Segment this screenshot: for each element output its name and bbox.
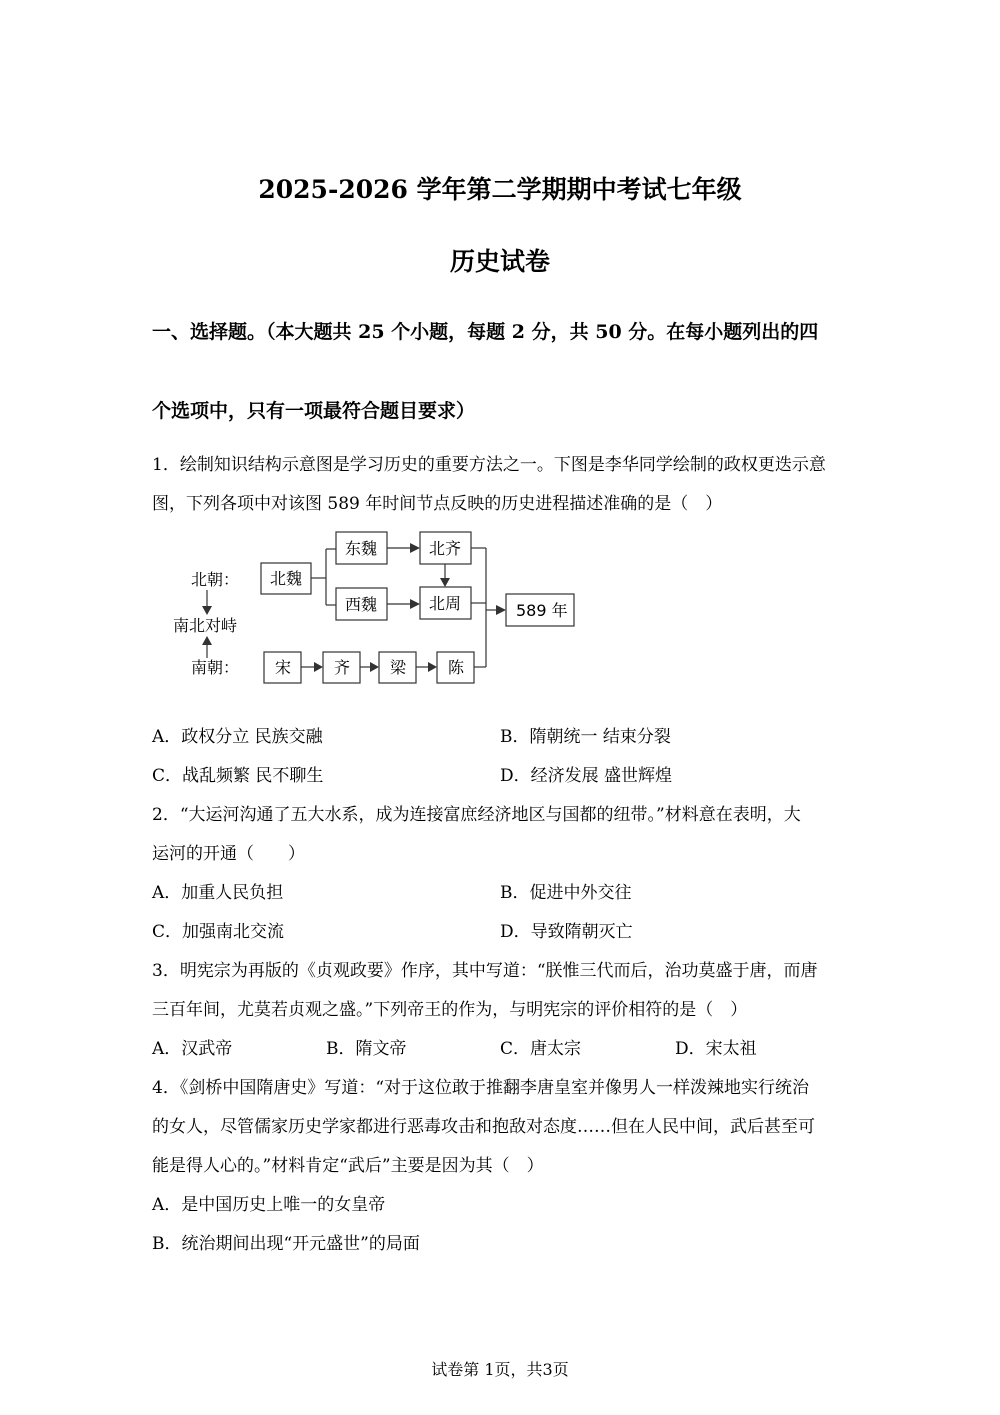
question-4-line3: 能是得人心的。”材料肯定“武后”主要是因为其（ ） <box>152 1156 544 1176</box>
question-3-option-c[interactable]: C．唐太宗 <box>500 1039 582 1059</box>
regime-succession-diagram <box>170 526 590 691</box>
question-2-line2: 运河的开通（ ） <box>152 844 305 864</box>
section-heading-line1: 一、选择题。（本大题共 25 个小题，每题 2 分，共 50 分。在每小题列出的四 <box>152 321 819 343</box>
question-4-option-b[interactable]: B．统治期间出现“开元盛世”的局面 <box>152 1234 420 1254</box>
song-text: 宋 <box>275 658 292 677</box>
question-1-option-d[interactable]: D．经济发展 盛世辉煌 <box>500 766 673 786</box>
south-dynasties-label: 南朝： <box>191 658 240 677</box>
exam-title-line1: 2025-2026 学年第二学期期中考试七年级 <box>258 175 742 204</box>
question-4-line1: 4．《剑桥中国隋唐史》写道：“对于这位敢于推翻李唐皇室并像男人一样泼辣地实行统治 <box>152 1078 810 1098</box>
question-2-option-b[interactable]: B．促进中外交往 <box>500 883 632 903</box>
beiwei-text: 北魏 <box>270 569 303 588</box>
question-3-line2: 三百年间，尤莫若贞观之盛。”下列帝王的作为，与明宪宗的评价相符的是（ ） <box>152 1000 748 1020</box>
section-heading-line2: 个选项中，只有一项最符合题目要求） <box>152 400 476 422</box>
question-3-line1: 3．明宪宗为再版的《贞观政要》作序，其中写道：“朕惟三代而后，治功莫盛于唐，而唐 <box>152 961 818 981</box>
liang-text: 梁 <box>390 658 407 677</box>
xiwei-text: 西魏 <box>345 595 378 614</box>
exam-title-line2: 历史试卷 <box>449 247 550 276</box>
chen-text: 陈 <box>448 658 465 677</box>
year-589-text: 589 年 <box>516 601 568 620</box>
beizhou-text: 北周 <box>429 594 462 613</box>
question-2-line1: 2．“大运河沟通了五大水系，成为连接富庶经济地区与国都的纽带。”材料意在表明，大 <box>152 805 801 825</box>
question-1-line1: 1．绘制知识结构示意图是学习历史的重要方法之一。下图是李华同学绘制的政权更迭示意 <box>152 455 826 475</box>
question-3-option-a[interactable]: A．汉武帝 <box>152 1039 233 1059</box>
question-2-option-d[interactable]: D．导致隋朝灭亡 <box>500 922 633 942</box>
qi-text: 齐 <box>334 658 351 677</box>
beiqi-text: 北齐 <box>429 539 462 558</box>
question-2-option-c[interactable]: C．加强南北交流 <box>152 922 285 942</box>
question-1-option-a[interactable]: A．政权分立 民族交融 <box>152 727 323 747</box>
question-4-line2: 的女人，尽管儒家历史学家都进行恶毒攻击和抱敌对态度……但在人民中间，武后甚至可 <box>152 1117 815 1137</box>
question-2-option-a[interactable]: A．加重人民负担 <box>152 883 284 903</box>
question-1-line2: 图，下列各项中对该图 589 年时间节点反映的历史进程描述准确的是（ ） <box>152 494 723 514</box>
north-dynasties-label: 北朝： <box>191 570 240 589</box>
question-1-option-c[interactable]: C．战乱频繁 民不聊生 <box>152 766 324 786</box>
question-1-option-b[interactable]: B．隋朝统一 结束分裂 <box>500 727 671 747</box>
question-3-option-d[interactable]: D．宋太祖 <box>675 1039 757 1059</box>
question-3-option-b[interactable]: B．隋文帝 <box>326 1039 407 1059</box>
north-south-confrontation-label: 南北对峙 <box>173 616 238 635</box>
page-footer: 试卷第 1页，共3页 <box>431 1360 569 1379</box>
question-4-option-a[interactable]: A．是中国历史上唯一的女皇帝 <box>152 1195 386 1215</box>
dongwei-text: 东魏 <box>345 539 378 558</box>
